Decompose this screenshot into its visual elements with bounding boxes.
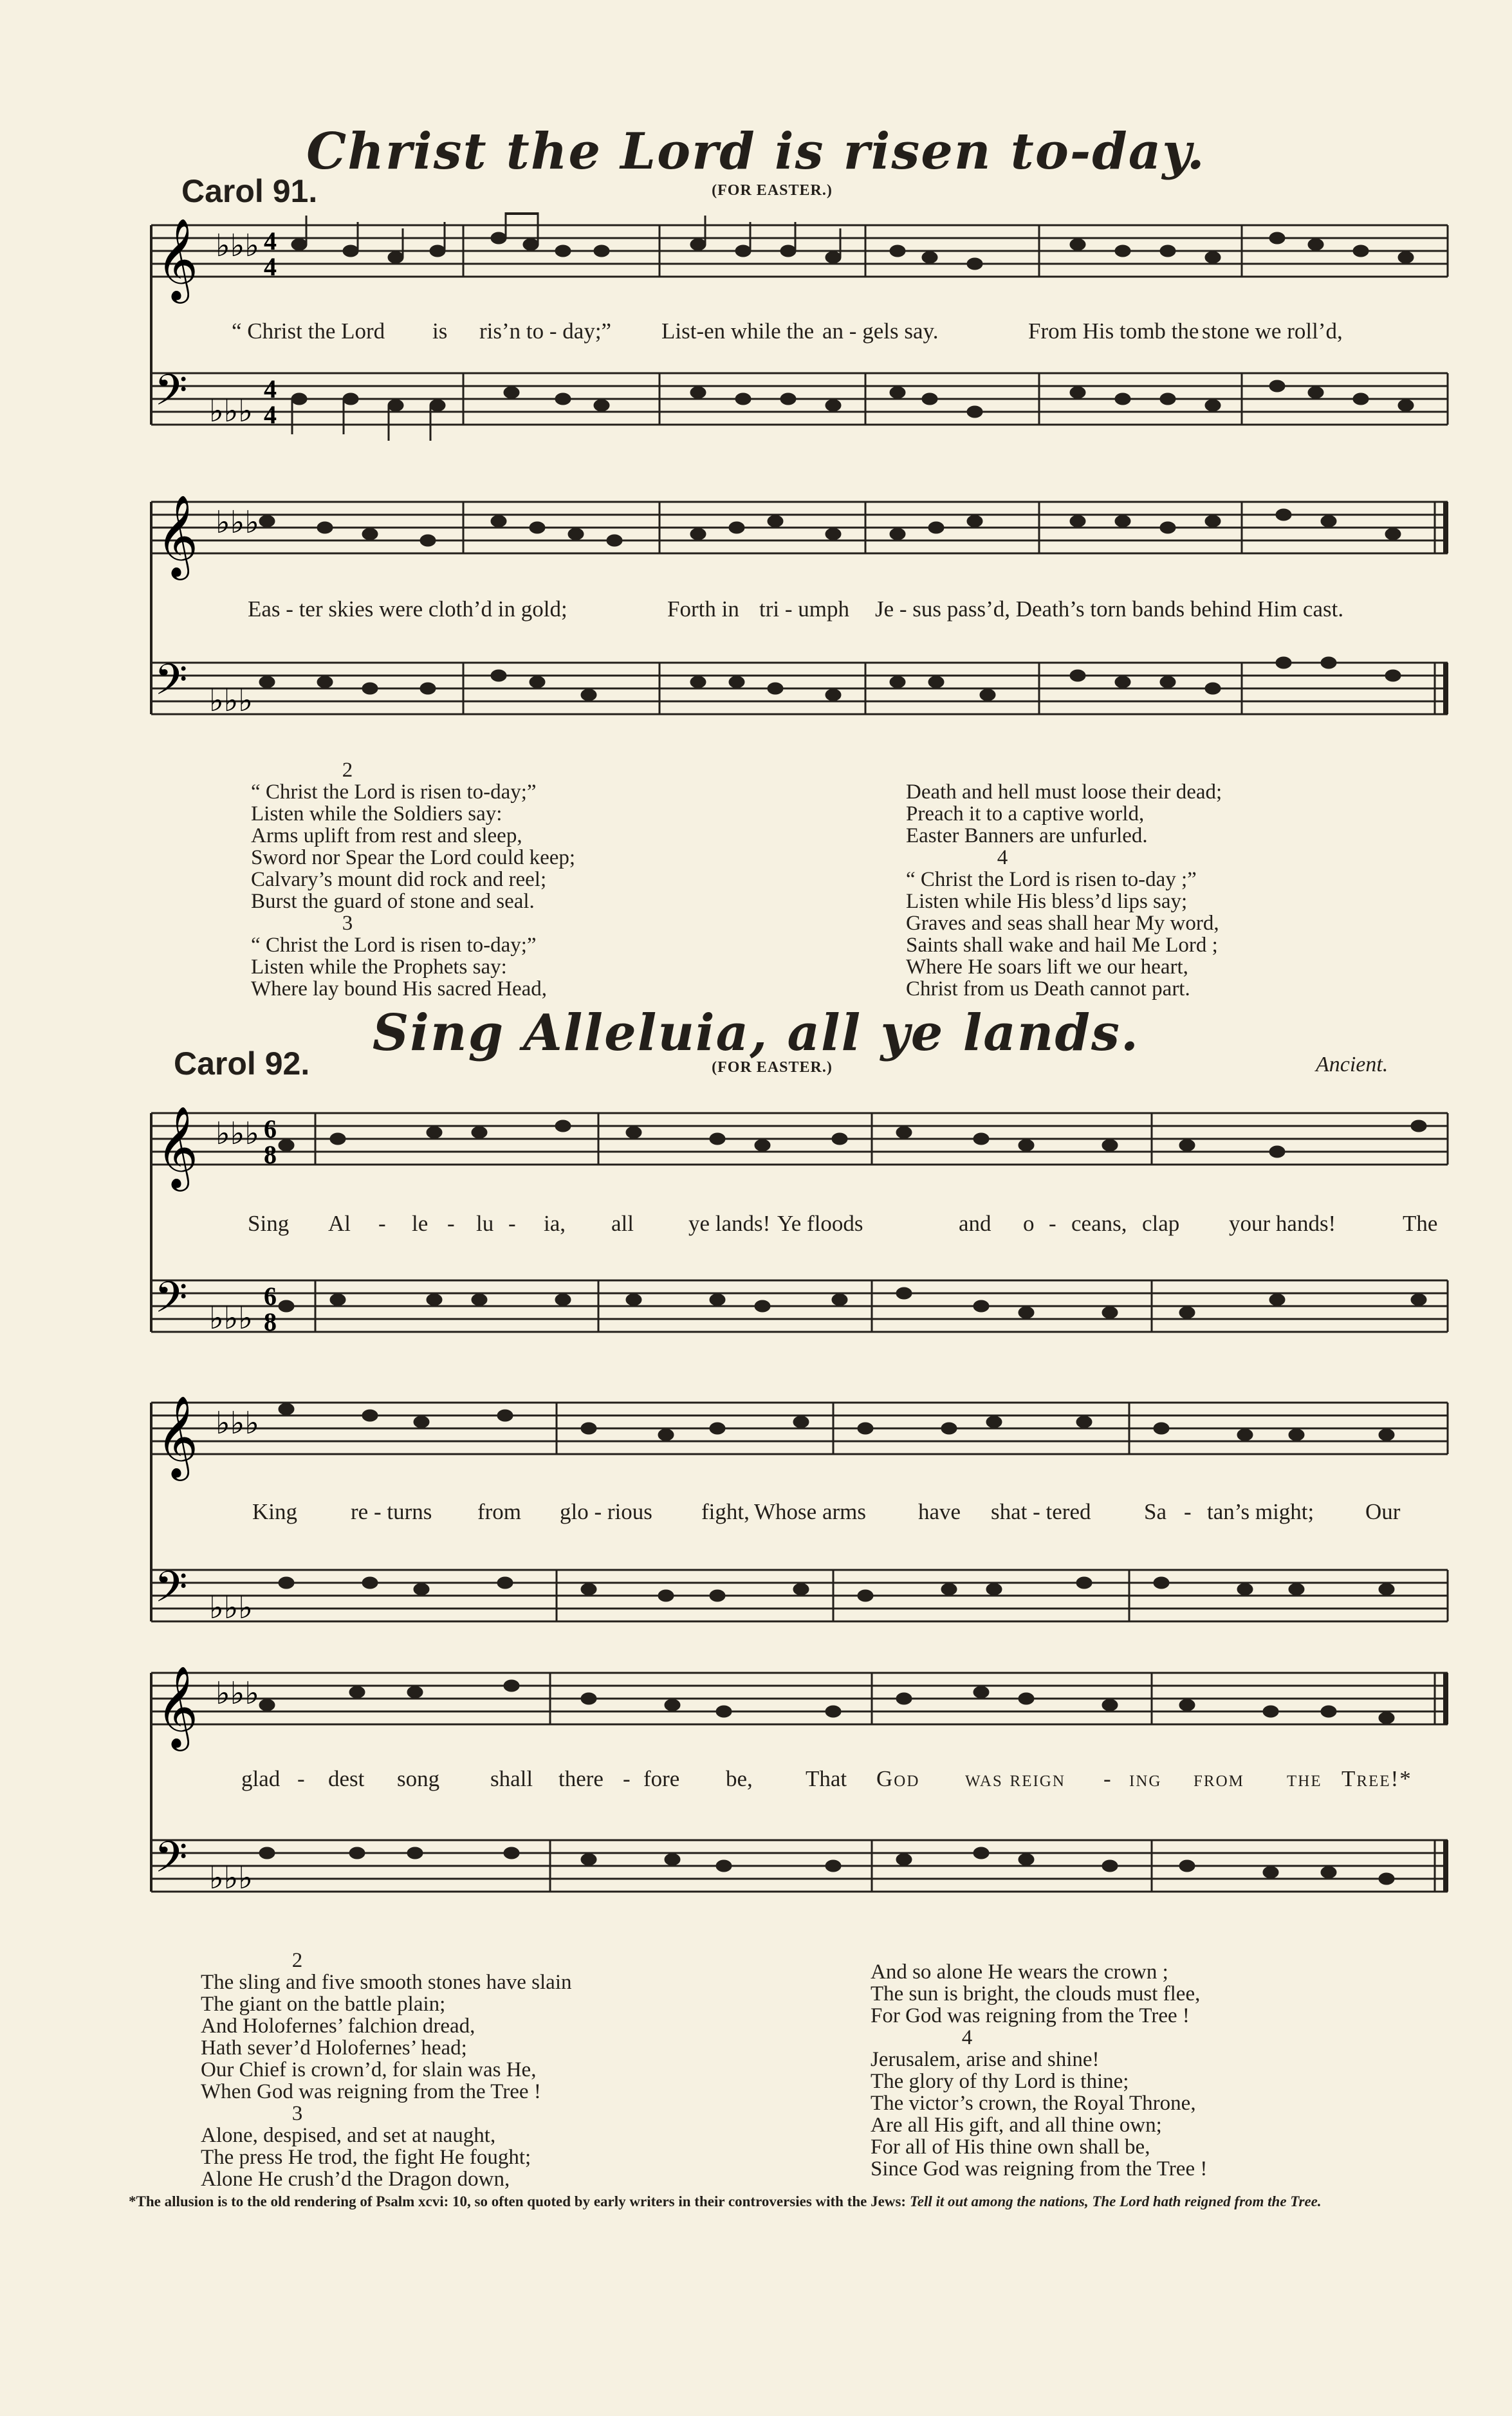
svg-text:6: 6 xyxy=(264,1282,277,1311)
svg-text:♭♭♭: ♭♭♭ xyxy=(216,1116,259,1152)
carol-92-attribution: Ancient. xyxy=(1316,1053,1388,1076)
svg-text:♭♭♭: ♭♭♭ xyxy=(209,1300,253,1336)
bass-clef-icon: 𝄢 xyxy=(154,365,188,425)
svg-text:♭♭♭: ♭♭♭ xyxy=(209,1590,253,1626)
svg-text:6: 6 xyxy=(264,1114,277,1143)
svg-text:♭♭♭: ♭♭♭ xyxy=(216,1405,259,1441)
svg-text:4: 4 xyxy=(264,400,277,429)
footnote: *The allusion is to the old rendering of Psalm xcvi: 10, so often quoted by early writers in their controversies with the Jews: Tell it out among the nations, The Lord hath reigned from the Tree. xyxy=(129,2193,1322,2209)
carol-92-verses-left: 2 The sling and five smooth stones have slain The giant on the battle plain; And Holofernes’ falchion dread, Hath sever’d Holofernes’ head; Our Chief is crown’d, for slain was He, When God was reigning from the Tree ! 3 Alone, despised, and set at naught, The press He trod, the fight He fought; Alone He crush’d the Dragon down, xyxy=(201,1949,572,2191)
svg-text:♭♭♭: ♭♭♭ xyxy=(216,504,259,540)
carol-91-lyrics-line2: Eas - ter skies were cloth’d in gold; Forth in tri - umph Je - sus pass’d, Death’s torn bands behind Him cast. xyxy=(248,596,1344,622)
bass-clef-icon: 𝄢 xyxy=(154,1832,188,1892)
svg-text:♭♭♭: ♭♭♭ xyxy=(216,228,259,264)
carol-92-number: Carol 92. xyxy=(174,1046,310,1082)
svg-text:4: 4 xyxy=(264,252,277,281)
carol-92-verses-right: And so alone He wears the crown ; The sun is bright, the clouds must flee, For God was reigning from the Tree ! 4 Jerusalem, arise and shine! The glory of thy Lord is thine; The victor’s crown, the Royal Throne, Are all His gift, and all thine own; For all of His thine own shall be, Since God was reigning from the Tree ! xyxy=(871,1960,1208,2181)
carol-91-lyrics-line1: “ Christ the Lord is ris’n to - day;” List-en while the an - gels say. From His tomb the stone we roll’d, xyxy=(232,318,1343,344)
svg-text:♭♭♭: ♭♭♭ xyxy=(209,1860,253,1896)
bass-clef-icon: 𝄢 xyxy=(154,655,188,715)
bass-clef-icon: 𝄢 xyxy=(154,1562,188,1622)
carol-91-title: Christ the Lord is risen to-day. xyxy=(306,122,1206,181)
svg-text:♭♭♭: ♭♭♭ xyxy=(216,1675,259,1711)
carol-91-occasion: (FOR EASTER.) xyxy=(712,182,833,199)
carol-91-number: Carol 91. xyxy=(181,173,318,209)
carol-91-score xyxy=(138,212,1461,766)
treble-clef-icon: 𝄞 xyxy=(156,1395,199,1477)
carol-92-occasion: (FOR EASTER.) xyxy=(712,1059,833,1076)
carol-91-verses-right: Death and hell must loose their dead; Preach it to a captive world, Easter Banners are unfurled. 4 “ Christ the Lord is risen to-day ;” Listen while His bless’d lips say; Graves and seas shall hear My word, Saints shall wake and hail Me Lord ; Where He soars lift we our heart, Christ from us Death cannot part. xyxy=(906,780,1222,1001)
svg-text:♭♭♭: ♭♭♭ xyxy=(209,683,253,719)
carol-91-verses-left: 2 “ Christ the Lord is risen to-day;” Listen while the Soldiers say: Arms uplift from rest and sleep, Sword nor Spear the Lord could keep; Calvary’s mount did rock and reel; Burst the guard of stone and seal. 3 “ Christ the Lord is risen to-day;” Listen while the Prophets say: Where lay bound His sacred Head, xyxy=(251,759,576,1001)
carol-92-title: Sing Alleluia, all ye lands. xyxy=(372,1004,1140,1062)
treble-clef-icon: 𝄞 xyxy=(156,1105,199,1188)
carol-92-lyrics-line2: King re - turns from glo - rious fight, Whose arms have shat - tered Sa - tan’s might; Our xyxy=(252,1499,1401,1524)
treble-clef-icon: 𝄞 xyxy=(156,1665,199,1747)
staff-system2-treble xyxy=(151,502,1448,553)
carol-92-lyrics-line1: Sing Al - le - lu - ia, all ye lands! Ye floods and o - ceans, clap your hands! The xyxy=(248,1211,1438,1236)
bass-clef-icon: 𝄢 xyxy=(154,1273,188,1332)
treble-clef-icon: 𝄞 xyxy=(156,217,199,300)
treble-clef-icon: 𝄞 xyxy=(156,494,199,576)
staff-system2-bass xyxy=(151,663,1448,714)
svg-text:8: 8 xyxy=(264,1307,277,1336)
carol-92-lyrics-line3: glad - dest song shall there - fore be, That God was reign - ing from the Tree!* xyxy=(241,1766,1412,1791)
svg-text:♭♭♭: ♭♭♭ xyxy=(209,393,253,429)
svg-text:8: 8 xyxy=(264,1140,277,1169)
svg-text:4: 4 xyxy=(264,374,277,403)
svg-text:4: 4 xyxy=(264,226,277,255)
